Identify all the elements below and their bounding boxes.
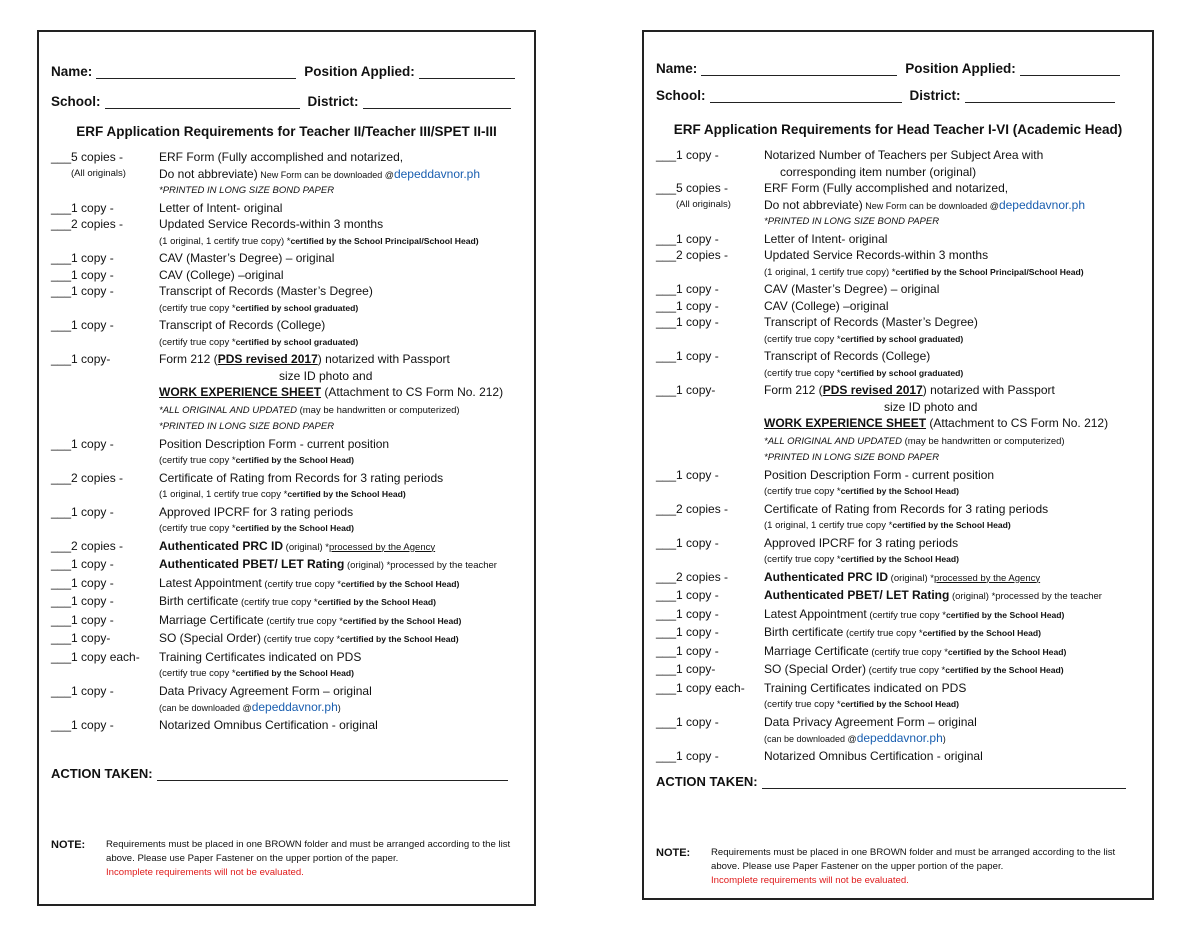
list-item: ___1 copy each- Training Certificates indicated on PDS — [51, 649, 362, 664]
note-label: NOTE: — [656, 847, 691, 859]
list-item: ___2 copies - Certificate of Rating from Records for 3 rating periods — [51, 470, 444, 485]
list-item: (certify true copy *certified by the School Head) — [159, 523, 354, 534]
list-item: ___2 copies - Authenticated PRC ID (original) *processed by the Agency — [656, 569, 1041, 584]
list-item: ___1 copy - Latest Appointment (certify true copy *certified by the School Head) — [656, 606, 1065, 621]
list-item: ___1 copy - Transcript of Records (Master’s Degree) — [51, 284, 373, 298]
name-label: Name: — [656, 61, 698, 76]
list-item: ___1 copy - Birth certificate (certify true copy *certified by the School Head) — [656, 625, 1041, 639]
list-item: ___1 copy - Letter of Intent- original — [656, 231, 888, 246]
list-item: (can be downloaded @depeddavnor.ph) — [764, 731, 946, 745]
district-field[interactable] — [363, 94, 511, 109]
note-text: Requirements must be placed in one BROWN folder and must be arranged according to the list above. Please use Paper Fastener on the upper portion of the paper. — [711, 847, 1116, 872]
school-label: School: — [51, 94, 101, 109]
list-item: corresponding item number (original) — [780, 164, 977, 179]
requirements-title: ERF Application Requirements for Teacher II/Teacher III/SPET II-III — [76, 124, 497, 139]
list-item: ___1 copy - CAV (College) –original — [51, 267, 284, 282]
list-item: ___1 copy - Birth certificate (certify true copy *certified by the School Head) — [51, 594, 436, 608]
position-field[interactable] — [419, 64, 515, 79]
list-item: (1 original, 1 certify true copy) *certified by the School Principal/School Head) — [764, 266, 1084, 278]
requirements-list — [656, 147, 1146, 764]
list-item: ___1 copy - Marriage Certificate (certify true copy *certified by the School Head) — [51, 612, 462, 627]
list-item: (certify true copy *certified by school graduated) — [159, 302, 359, 314]
list-item: (certify true copy *certified by the School Head) — [159, 455, 354, 466]
action-taken-field[interactable] — [157, 766, 508, 781]
list-item: (All originals) Do not abbreviate) New Form can be downloaded @depeddavnor.ph — [676, 197, 1086, 212]
list-item: ___1 copy - Notarized Omnibus Certification - original — [51, 717, 378, 732]
list-item: (1 original, 1 certify true copy) *certified by the School Principal/School Head) — [159, 235, 479, 247]
note-warning: Incomplete requirements will not be evaluated. — [106, 867, 304, 878]
list-item: ___5 copies - ERF Form (Fully accomplished and notarized, — [51, 150, 404, 164]
list-item: *PRINTED IN LONG SIZE BOND PAPER — [159, 421, 335, 432]
note-label: NOTE: — [51, 839, 86, 851]
list-item: WORK EXPERIENCE SHEET (Attachment to CS Form No. 212) — [159, 385, 504, 399]
note-warning: Incomplete requirements will not be evaluated. — [711, 875, 909, 886]
position-label: Position Applied: — [905, 61, 1016, 76]
list-item: *PRINTED IN LONG SIZE BOND PAPER — [764, 452, 940, 463]
list-item: ___2 copies - Updated Service Records-within 3 months — [656, 248, 989, 262]
district-label: District: — [307, 94, 359, 109]
note-section — [656, 846, 1142, 888]
list-item: ___1 copy - Position Description Form - current position — [656, 467, 995, 482]
list-item: size ID photo and — [279, 368, 373, 383]
list-item: ___2 copies - Certificate of Rating from Records for 3 rating periods — [656, 501, 1049, 516]
form-card-head-teacher — [642, 30, 1154, 900]
list-item: (certify true copy *certified by the School Head) — [764, 554, 959, 565]
list-item: *PRINTED IN LONG SIZE BOND PAPER — [764, 216, 940, 227]
district-label: District: — [909, 88, 961, 103]
list-item: ___1 copy - Latest Appointment (certify true copy *certified by the School Head) — [51, 575, 460, 590]
applicant-fields — [51, 57, 522, 117]
list-item: ___2 copies - Updated Service Records-within 3 months — [51, 217, 384, 231]
list-item: ___1 copy - Authenticated PBET/ LET Rating (original) *processed by the teacher — [51, 557, 497, 571]
list-item: ___1 copy - Position Description Form - current position — [51, 436, 390, 451]
list-item: (certify true copy *certified by the School Head) — [764, 699, 959, 710]
list-item: ___1 copy- SO (Special Order) (certify true copy *certified by the School Head) — [51, 631, 459, 645]
list-item: ___1 copy - Data Privacy Agreement Form – original — [656, 714, 977, 729]
list-item: ___1 copy- Form 212 (PDS revised 2017) notarized with Passport — [656, 383, 1055, 397]
name-label: Name: — [51, 64, 93, 79]
school-field[interactable] — [105, 94, 300, 109]
list-item: *ALL ORIGINAL AND UPDATED (may be handwritten or computerized) — [159, 404, 460, 416]
list-item: (certify true copy *certified by the School Head) — [764, 486, 959, 497]
action-taken — [656, 774, 1126, 789]
list-item: (1 original, 1 certify true copy *certified by the School Head) — [764, 520, 1011, 531]
action-taken-label: ACTION TAKEN: — [51, 766, 153, 781]
action-taken-label: ACTION TAKEN: — [656, 774, 758, 789]
website-link[interactable]: depeddavnor.ph — [998, 197, 1086, 212]
requirements-list — [51, 149, 528, 733]
name-field[interactable] — [96, 64, 296, 79]
list-item: ___1 copy - Notarized Number of Teachers per Subject Area with — [656, 148, 1044, 162]
list-item: ___1 copy - CAV (Master’s Degree) – original — [51, 251, 335, 265]
website-link[interactable]: depeddavnor.ph — [251, 700, 338, 714]
school-label: School: — [656, 88, 706, 103]
applicant-fields — [656, 54, 1140, 111]
list-item: ___1 copy- SO (Special Order) (certify true copy *certified by the School Head) — [656, 662, 1064, 676]
list-item: ___2 copies - Authenticated PRC ID (original) *processed by the Agency — [51, 538, 436, 553]
list-item: ___1 copy - CAV (College) –original — [656, 298, 889, 313]
school-field[interactable] — [710, 88, 902, 103]
list-item: (certify true copy *certified by school graduated) — [764, 333, 964, 345]
list-item: (certify true copy *certified by school graduated) — [764, 367, 964, 379]
list-item: (certify true copy *certified by the School Head) — [159, 668, 354, 679]
list-item: WORK EXPERIENCE SHEET (Attachment to CS Form No. 212) — [764, 416, 1109, 430]
action-taken-field[interactable] — [762, 774, 1126, 789]
list-item: ___1 copy - Transcript of Records (College) — [51, 318, 326, 332]
list-item: (certify true copy *certified by school graduated) — [159, 336, 359, 348]
form-card-teacher — [37, 30, 536, 906]
note-text: Requirements must be placed in one BROWN folder and must be arranged according to the list above. Please use Paper Fastener on the upper portion of the paper. — [106, 839, 511, 864]
list-item: ___1 copy each- Training Certificates indicated on PDS — [656, 680, 967, 695]
requirements-title: ERF Application Requirements for Head Teacher I-VI (Academic Head) — [673, 122, 1123, 137]
list-item: ___1 copy - Marriage Certificate (certify true copy *certified by the School Head) — [656, 643, 1067, 658]
position-label: Position Applied: — [304, 64, 415, 79]
list-item: *ALL ORIGINAL AND UPDATED (may be handwritten or computerized) — [764, 435, 1065, 447]
list-item: (can be downloaded @depeddavnor.ph) — [159, 700, 341, 714]
list-item: ___1 copy - Letter of Intent- original — [51, 200, 283, 215]
list-item: size ID photo and — [884, 399, 978, 414]
list-item: ___1 copy - Authenticated PBET/ LET Rating (original) *processed by the teacher — [656, 588, 1102, 602]
action-taken — [51, 766, 508, 781]
position-field[interactable] — [1020, 61, 1120, 76]
website-link[interactable]: depeddavnor.ph — [856, 731, 943, 745]
list-item: ___1 copy - Transcript of Records (Master’s Degree) — [656, 315, 978, 329]
list-item: ___5 copies - ERF Form (Fully accomplished and notarized, — [656, 181, 1009, 195]
list-item: ___1 copy - Approved IPCRF for 3 rating periods — [51, 504, 354, 519]
district-field[interactable] — [965, 88, 1115, 103]
list-item: ___1 copy - Transcript of Records (College) — [656, 349, 931, 363]
note-section — [51, 838, 524, 880]
list-item: ___1 copy - CAV (Master’s Degree) – original — [656, 282, 940, 296]
list-item: ___1 copy - Approved IPCRF for 3 rating periods — [656, 535, 959, 550]
list-item: (All originals) Do not abbreviate) New Form can be downloaded @depeddavnor.ph — [71, 166, 481, 181]
list-item: ___1 copy - Data Privacy Agreement Form – original — [51, 683, 372, 698]
name-field[interactable] — [701, 61, 897, 76]
list-item: (1 original, 1 certify true copy *certified by the School Head) — [159, 489, 406, 500]
list-item: ___1 copy- Form 212 (PDS revised 2017) notarized with Passport — [51, 352, 450, 366]
list-item: ___1 copy - Notarized Omnibus Certification - original — [656, 748, 983, 763]
list-item: *PRINTED IN LONG SIZE BOND PAPER — [159, 185, 335, 196]
website-link[interactable]: depeddavnor.ph — [393, 166, 481, 181]
